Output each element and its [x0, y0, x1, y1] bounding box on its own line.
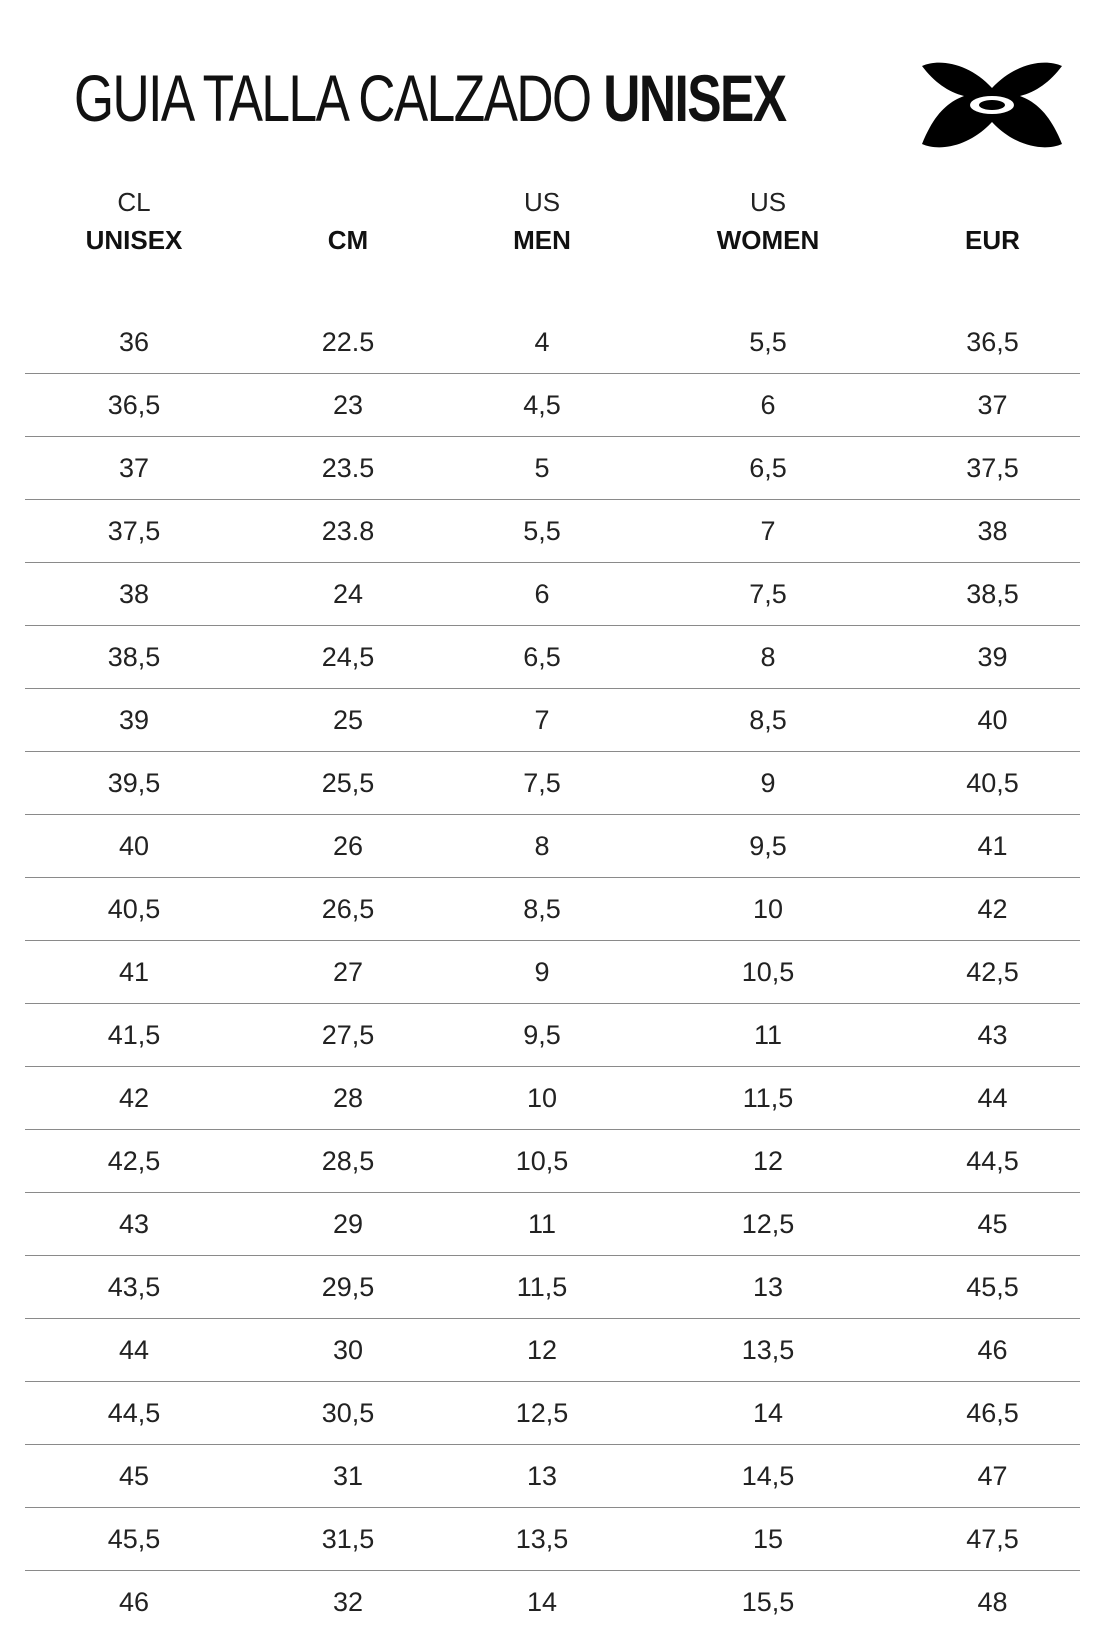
- table-cell: 48: [905, 1571, 1080, 1633]
- table-row: [25, 815, 1080, 878]
- table-cell: 8,5: [453, 878, 631, 941]
- column-header-men: [453, 175, 631, 311]
- table-cell: 41: [25, 941, 243, 1004]
- table-cell: 37: [905, 374, 1080, 437]
- table-cell: 23.5: [243, 437, 453, 500]
- table-cell: 11: [631, 1004, 905, 1067]
- column-header-women: [631, 175, 905, 311]
- table-cell: 10,5: [631, 941, 905, 1004]
- table-cell: 5,5: [453, 500, 631, 563]
- table-cell: 43,5: [25, 1256, 243, 1319]
- table-cell: 37,5: [905, 437, 1080, 500]
- table-cell: 15,5: [631, 1571, 905, 1633]
- table-cell: 9: [453, 941, 631, 1004]
- table-header: [25, 175, 1080, 311]
- table-cell: 11: [453, 1193, 631, 1256]
- table-cell: 44,5: [905, 1130, 1080, 1193]
- table-row: [25, 1004, 1080, 1067]
- table-cell: 38,5: [905, 563, 1080, 626]
- table-cell: 7: [453, 689, 631, 752]
- table-cell: 31: [243, 1445, 453, 1508]
- table-cell: 30: [243, 1319, 453, 1382]
- table-row: [25, 1382, 1080, 1445]
- table-cell: 30,5: [243, 1382, 453, 1445]
- table-row: [25, 374, 1080, 437]
- title-light: GUIA TALLA CALZADO: [74, 61, 590, 135]
- table-row: [25, 878, 1080, 941]
- table-cell: 6: [453, 563, 631, 626]
- table-cell: 10: [631, 878, 905, 941]
- table-cell: 46: [905, 1319, 1080, 1382]
- table-cell: 36,5: [905, 311, 1080, 374]
- table-cell: 27,5: [243, 1004, 453, 1067]
- table-row: [25, 1508, 1080, 1571]
- table-cell: 44: [25, 1319, 243, 1382]
- table-cell: 14: [453, 1571, 631, 1633]
- table-cell: 9,5: [453, 1004, 631, 1067]
- table-row: [25, 941, 1080, 1004]
- table-row: [25, 752, 1080, 815]
- table-cell: 14: [631, 1382, 905, 1445]
- column-header-top: [243, 183, 453, 221]
- table-cell: 12: [631, 1130, 905, 1193]
- table-row: [25, 1067, 1080, 1130]
- table-cell: 22.5: [243, 311, 453, 374]
- table-cell: 5: [453, 437, 631, 500]
- table-cell: 38: [905, 500, 1080, 563]
- table-cell: 42,5: [905, 941, 1080, 1004]
- column-header-main: CM: [243, 221, 453, 259]
- table-cell: 37,5: [25, 500, 243, 563]
- column-header-main: EUR: [905, 221, 1080, 259]
- table-row: [25, 437, 1080, 500]
- table-cell: 42,5: [25, 1130, 243, 1193]
- table-cell: 13: [453, 1445, 631, 1508]
- table-cell: 41,5: [25, 1004, 243, 1067]
- column-header-cm: [243, 175, 453, 311]
- size-table: [25, 175, 1080, 1633]
- table-cell: 25: [243, 689, 453, 752]
- table-row: [25, 1256, 1080, 1319]
- under-armour-logo-icon: [918, 58, 1066, 152]
- table-cell: 45,5: [905, 1256, 1080, 1319]
- table-cell: 4,5: [453, 374, 631, 437]
- table-cell: 26: [243, 815, 453, 878]
- table-row: [25, 500, 1080, 563]
- table-row: [25, 1193, 1080, 1256]
- table-cell: 31,5: [243, 1508, 453, 1571]
- table-row: [25, 626, 1080, 689]
- table-cell: 5,5: [631, 311, 905, 374]
- column-header-main: WOMEN: [631, 221, 905, 259]
- table-cell: 11,5: [453, 1256, 631, 1319]
- table-cell: 29: [243, 1193, 453, 1256]
- table-cell: 24,5: [243, 626, 453, 689]
- table-cell: 6: [631, 374, 905, 437]
- table-cell: 46,5: [905, 1382, 1080, 1445]
- table-row: [25, 311, 1080, 374]
- table-cell: 29,5: [243, 1256, 453, 1319]
- table-cell: 9,5: [631, 815, 905, 878]
- column-header-top: US: [631, 183, 905, 221]
- table-cell: 6,5: [453, 626, 631, 689]
- table-cell: 6,5: [631, 437, 905, 500]
- table-cell: 25,5: [243, 752, 453, 815]
- table-cell: 46: [25, 1571, 243, 1633]
- table-row: [25, 1571, 1080, 1633]
- table-cell: 13: [631, 1256, 905, 1319]
- table-cell: 8: [631, 626, 905, 689]
- table-cell: 7,5: [453, 752, 631, 815]
- table-cell: 45: [905, 1193, 1080, 1256]
- table-cell: 43: [25, 1193, 243, 1256]
- table-cell: 47,5: [905, 1508, 1080, 1571]
- table-cell: 13,5: [631, 1319, 905, 1382]
- table-cell: 42: [25, 1067, 243, 1130]
- table-row: [25, 1319, 1080, 1382]
- table-row: [25, 563, 1080, 626]
- table-cell: 38,5: [25, 626, 243, 689]
- table-cell: 47: [905, 1445, 1080, 1508]
- table-cell: 44: [905, 1067, 1080, 1130]
- table-cell: 12: [453, 1319, 631, 1382]
- table-cell: 40,5: [25, 878, 243, 941]
- table-cell: 39,5: [25, 752, 243, 815]
- table-cell: 28: [243, 1067, 453, 1130]
- table-cell: 27: [243, 941, 453, 1004]
- table-cell: 12,5: [631, 1193, 905, 1256]
- table-cell: 23: [243, 374, 453, 437]
- table-cell: 32: [243, 1571, 453, 1633]
- title-bold: UNISEX: [603, 61, 785, 135]
- table-cell: 11,5: [631, 1067, 905, 1130]
- table-cell: 9: [631, 752, 905, 815]
- table-cell: 45,5: [25, 1508, 243, 1571]
- table-cell: 44,5: [25, 1382, 243, 1445]
- table-cell: 12,5: [453, 1382, 631, 1445]
- table-cell: 10,5: [453, 1130, 631, 1193]
- table-cell: 36,5: [25, 374, 243, 437]
- page-title: [74, 62, 786, 134]
- table-cell: 36: [25, 311, 243, 374]
- table-cell: 43: [905, 1004, 1080, 1067]
- column-header-top: US: [453, 183, 631, 221]
- table-cell: 42: [905, 878, 1080, 941]
- table-cell: 8: [453, 815, 631, 878]
- table-body: [25, 311, 1080, 1633]
- table-cell: 7: [631, 500, 905, 563]
- table-row: [25, 1130, 1080, 1193]
- table-cell: 41: [905, 815, 1080, 878]
- table-cell: 14,5: [631, 1445, 905, 1508]
- table-cell: 39: [905, 626, 1080, 689]
- table-cell: 45: [25, 1445, 243, 1508]
- table-cell: 7,5: [631, 563, 905, 626]
- table-row: [25, 1445, 1080, 1508]
- table-cell: 10: [453, 1067, 631, 1130]
- table-cell: 4: [453, 311, 631, 374]
- table-cell: 40,5: [905, 752, 1080, 815]
- table-cell: 26,5: [243, 878, 453, 941]
- table-cell: 38: [25, 563, 243, 626]
- column-header-top: [905, 183, 1080, 221]
- table-cell: 40: [25, 815, 243, 878]
- table-cell: 23.8: [243, 500, 453, 563]
- column-header-top: CL: [25, 183, 243, 221]
- table-cell: 13,5: [453, 1508, 631, 1571]
- table-cell: 8,5: [631, 689, 905, 752]
- column-header-unisex: [25, 175, 243, 311]
- table-cell: 40: [905, 689, 1080, 752]
- column-header-eur: [905, 175, 1080, 311]
- table-cell: 37: [25, 437, 243, 500]
- table-row: [25, 689, 1080, 752]
- column-header-main: MEN: [453, 221, 631, 259]
- table-cell: 39: [25, 689, 243, 752]
- table-cell: 15: [631, 1508, 905, 1571]
- table-cell: 28,5: [243, 1130, 453, 1193]
- column-header-main: UNISEX: [25, 221, 243, 259]
- table-cell: 24: [243, 563, 453, 626]
